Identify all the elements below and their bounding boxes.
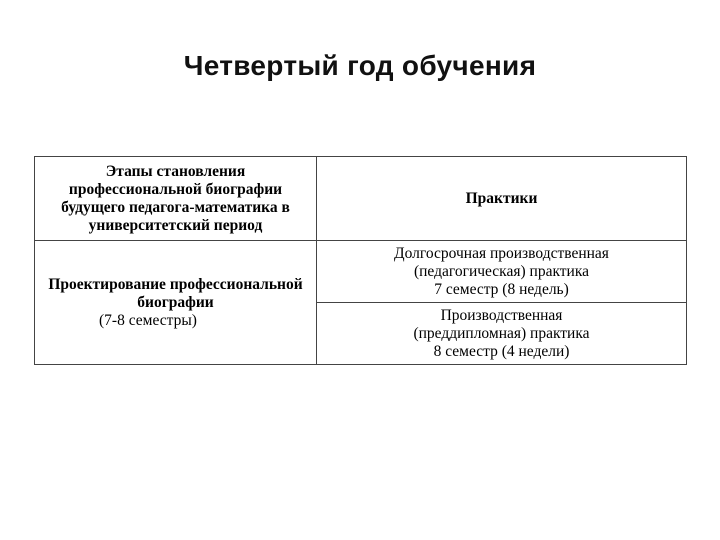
practice-duration: 8 семестр (4 недели) bbox=[433, 342, 570, 360]
header-stages-cell: Этапы становления профессиональной биографии будущего педагога-математика в университетский период bbox=[35, 157, 317, 241]
practice-title: Долгосрочная производственная bbox=[394, 244, 609, 262]
stage-period: (7-8 семестры) bbox=[99, 311, 197, 329]
practice-duration: 7 семестр (8 недель) bbox=[434, 280, 569, 298]
table-header-row bbox=[35, 157, 687, 241]
practice-cell bbox=[317, 241, 687, 303]
slide-title: Четвертый год обучения bbox=[183, 50, 537, 81]
practices-table bbox=[34, 156, 687, 365]
practice-kind: (педагогическая) практика bbox=[413, 262, 590, 280]
practice-title: Производственная bbox=[440, 306, 563, 324]
practice-cell bbox=[317, 303, 687, 365]
stage-cell bbox=[35, 241, 317, 365]
table-row bbox=[35, 241, 687, 303]
practice-kind: (преддипломная) практика bbox=[413, 324, 590, 342]
header-practices-cell: Практики bbox=[317, 157, 687, 241]
stage-name: Проектирование профессиональной биографии bbox=[48, 275, 303, 311]
